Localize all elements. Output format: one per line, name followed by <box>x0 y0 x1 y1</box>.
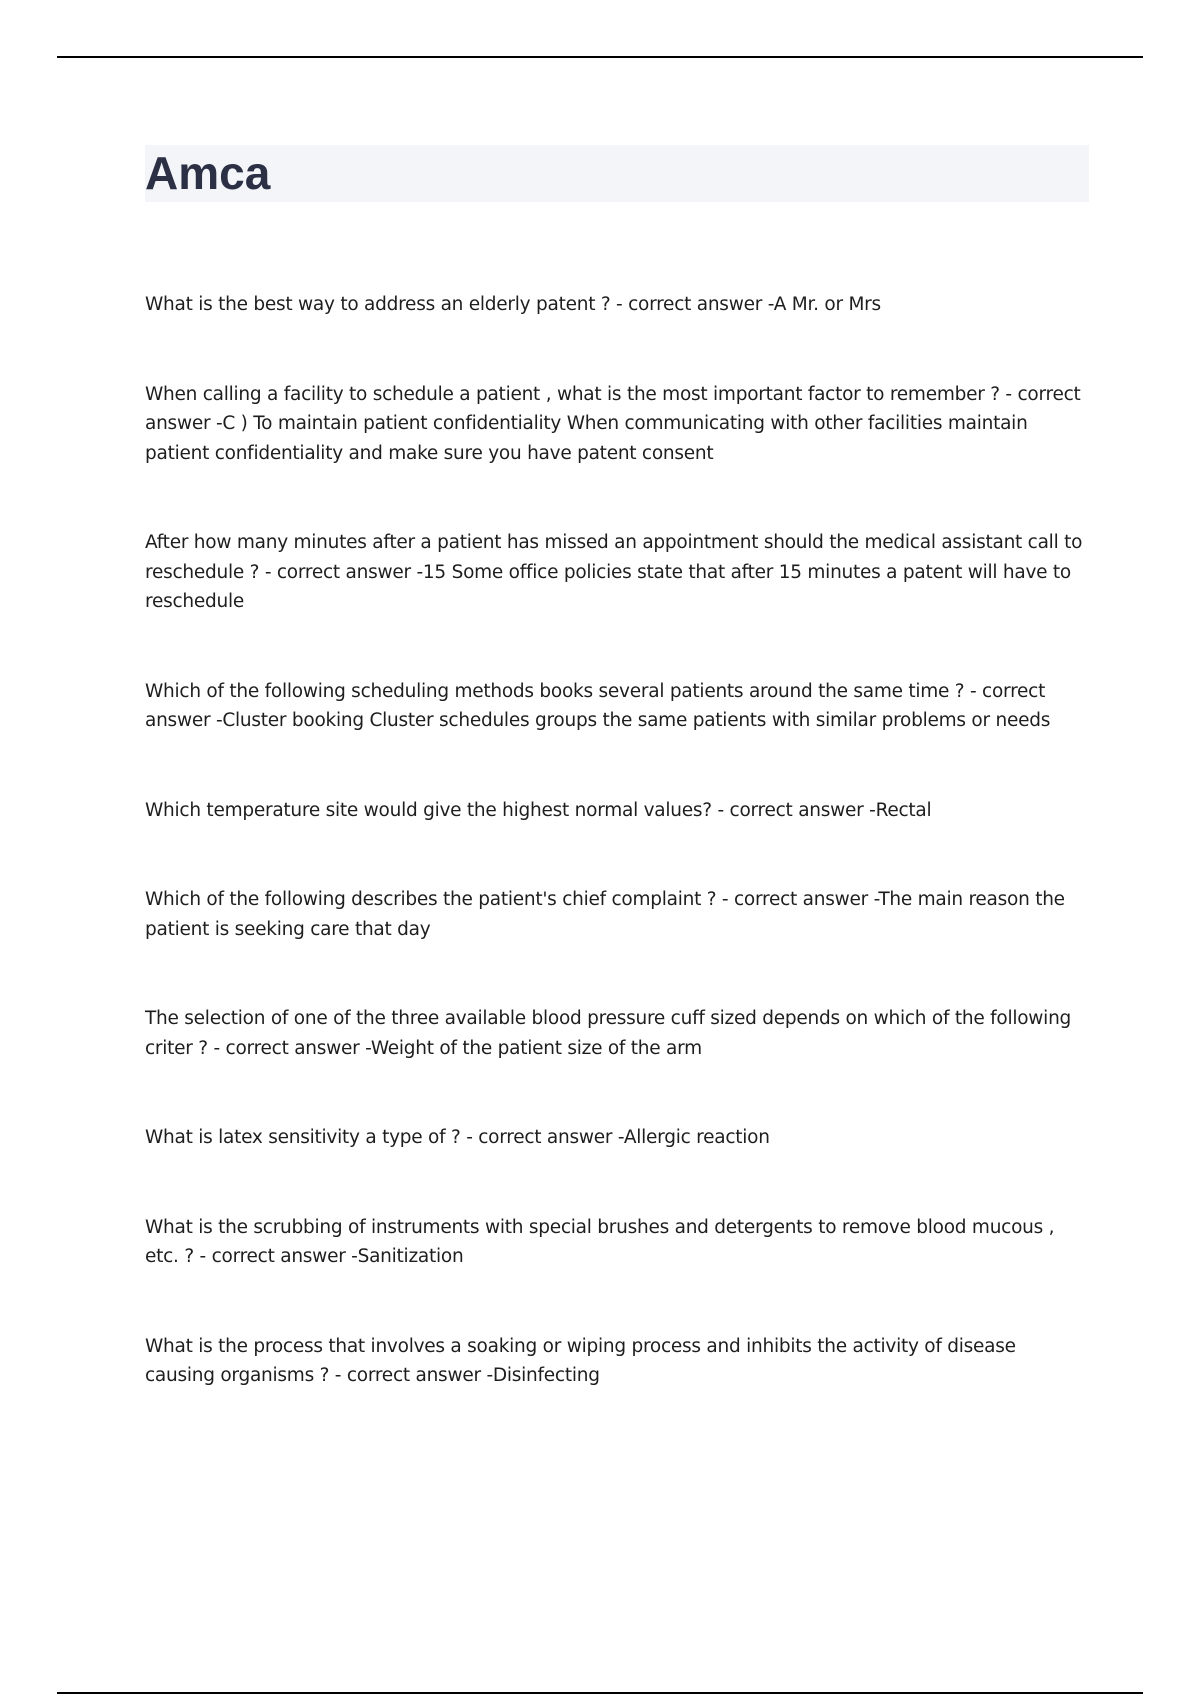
title-band <box>145 145 1089 202</box>
qa-item: What is the process that involves a soaking or wiping process and inhibits the activity of disease causing organisms ? - correct answer -Disinfecting <box>145 1335 1016 1386</box>
qa-item: After how many minutes after a patient has missed an appointment should the medical assistant call to reschedule ? - correct answer -15 Some office policies state that after 15 minutes a patent will have to reschedule <box>145 532 1083 612</box>
qa-item: What is the best way to address an elderly patent ? - correct answer -A Mr. or Mrs <box>145 294 881 315</box>
qa-item: Which of the following describes the patient's chief complaint ? - correct answer -The main reason the patient is seeking care that day <box>145 889 1065 940</box>
top-divider <box>57 56 1143 58</box>
qa-item: Which temperature site would give the highest normal values? - correct answer -Rectal <box>145 799 932 821</box>
document-title: Amca <box>145 147 271 199</box>
qa-item: What is the scrubbing of instruments with special brushes and detergents to remove blood mucous , etc. ? - correct answer -Sanitization <box>145 1216 1055 1267</box>
bottom-divider <box>57 1692 1143 1694</box>
qa-item: Which of the following scheduling methods books several patients around the same time ? - correct answer -Cluster booking Cluster schedules groups the same patients with similar problems or needs <box>145 680 1051 731</box>
qa-item: The selection of one of the three available blood pressure cuff sized depends on which of the following criter ? - correct answer -Weight of the patient size of the arm <box>145 1008 1072 1059</box>
qa-item: When calling a facility to schedule a patient , what is the most important factor to remember ? - correct answer -C ) To maintain patient confidentiality When communicating with other facilities maintain patient confidentiality and make sure you have patent consent <box>145 383 1081 464</box>
qa-list <box>145 290 1089 1451</box>
qa-item: What is latex sensitivity a type of ? - correct answer -Allergic reaction <box>145 1127 770 1148</box>
